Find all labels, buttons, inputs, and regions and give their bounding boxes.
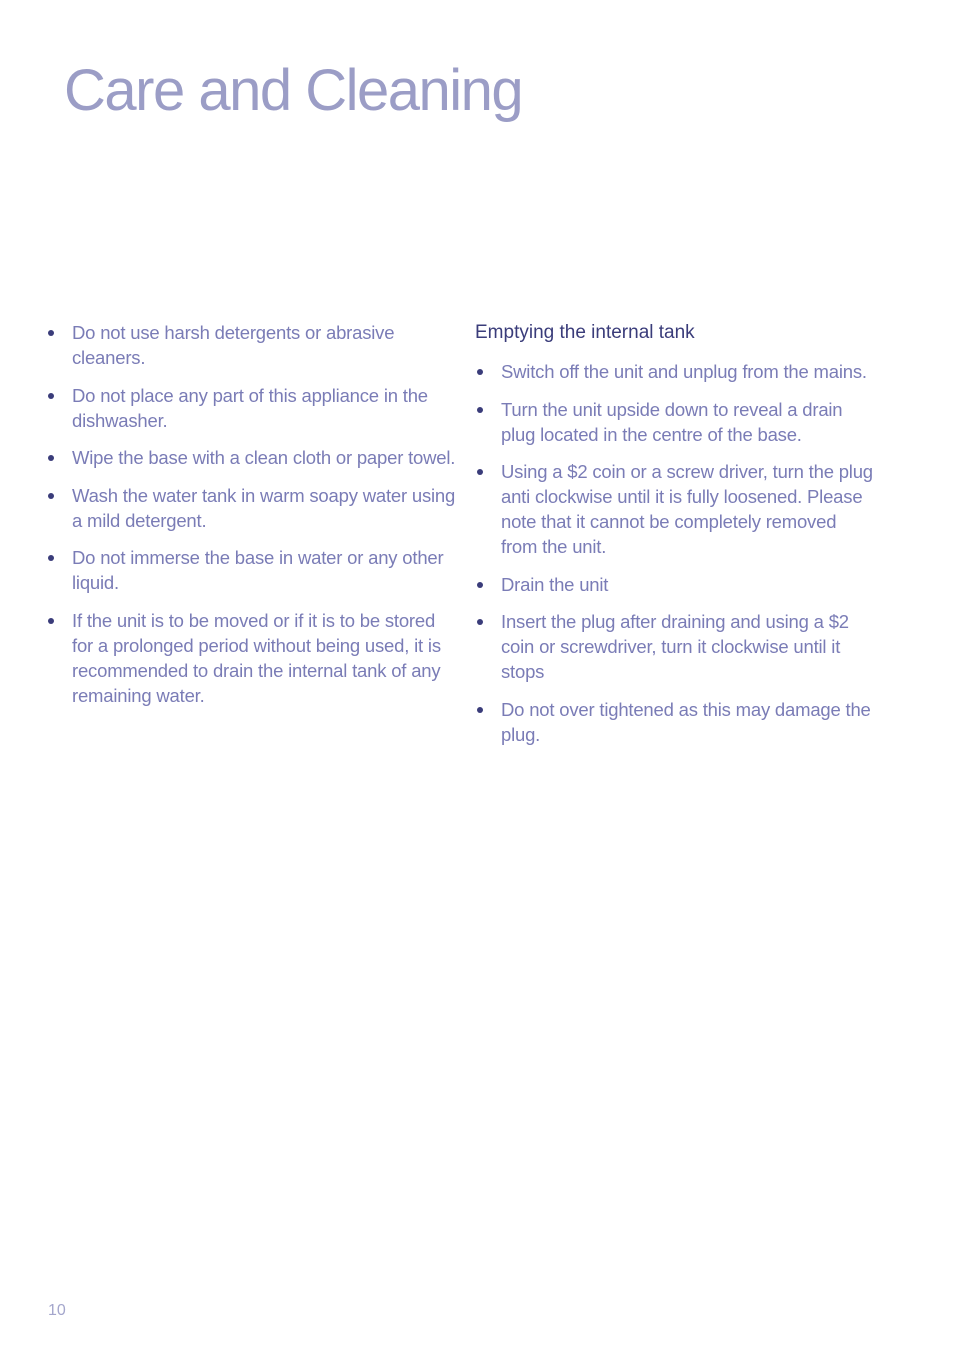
bullet-icon [477, 407, 483, 413]
bullet-icon [48, 555, 54, 561]
list-item-text: Turn the unit upside down to reveal a drain plug located in the centre of the base. [501, 398, 843, 445]
bullet-icon [477, 619, 483, 625]
list-item [46, 545, 456, 595]
bullet-icon [477, 707, 483, 713]
bullet-icon [48, 393, 54, 399]
list-item-text: Wipe the base with a clean cloth or paper towel. [72, 447, 456, 468]
list-item [475, 459, 875, 559]
bullet-icon [477, 369, 483, 375]
emptying-tank-list [475, 359, 875, 747]
list-item [475, 609, 875, 684]
list-item-text: Do not place any part of this appliance in the dishwasher. [72, 384, 428, 431]
list-item-text: Insert the plug after draining and using a $2 coin or screwdriver, turn it clockwise until it stops [501, 611, 849, 682]
list-item-text: Wash the water tank in warm soapy water using a mild detergent. [72, 484, 456, 531]
care-instructions-list [46, 320, 456, 708]
list-item [475, 397, 875, 447]
page-title: Care and Cleaning [64, 58, 523, 123]
bullet-icon [48, 618, 54, 624]
list-item [46, 483, 456, 533]
list-item [46, 383, 456, 433]
list-item-text: Using a $2 coin or a screw driver, turn the plug anti clockwise until it is fully loosened. Please note that it cannot be completely removed from the unit. [501, 461, 873, 557]
page-number: 10 [48, 1302, 66, 1319]
section-heading: Emptying the internal tank [475, 322, 695, 343]
list-item [46, 445, 456, 470]
list-item-text: Switch off the unit and unplug from the mains. [501, 361, 867, 382]
bullet-icon [48, 455, 54, 461]
list-item-text: Drain the unit [501, 573, 609, 595]
list-item [475, 359, 875, 384]
bullet-icon [477, 469, 483, 475]
list-item [46, 608, 456, 708]
list-item [475, 572, 875, 597]
list-item-text: Do not immerse the base in water or any other liquid. [72, 547, 444, 593]
list-item [46, 320, 456, 370]
list-item-text: Do not use harsh detergents or abrasive cleaners. [72, 322, 395, 368]
bullet-icon [48, 493, 54, 499]
list-item-text: If the unit is to be moved or if it is to be stored for a prolonged period without being used, it is recommended to drain the internal tank of any remaining water. [72, 609, 441, 706]
left-column [46, 320, 456, 720]
bullet-icon [477, 582, 483, 588]
right-column [475, 320, 875, 759]
bullet-icon [48, 330, 54, 336]
list-item [475, 697, 875, 747]
list-item-text: Do not over tightened as this may damage the plug. [501, 698, 871, 745]
